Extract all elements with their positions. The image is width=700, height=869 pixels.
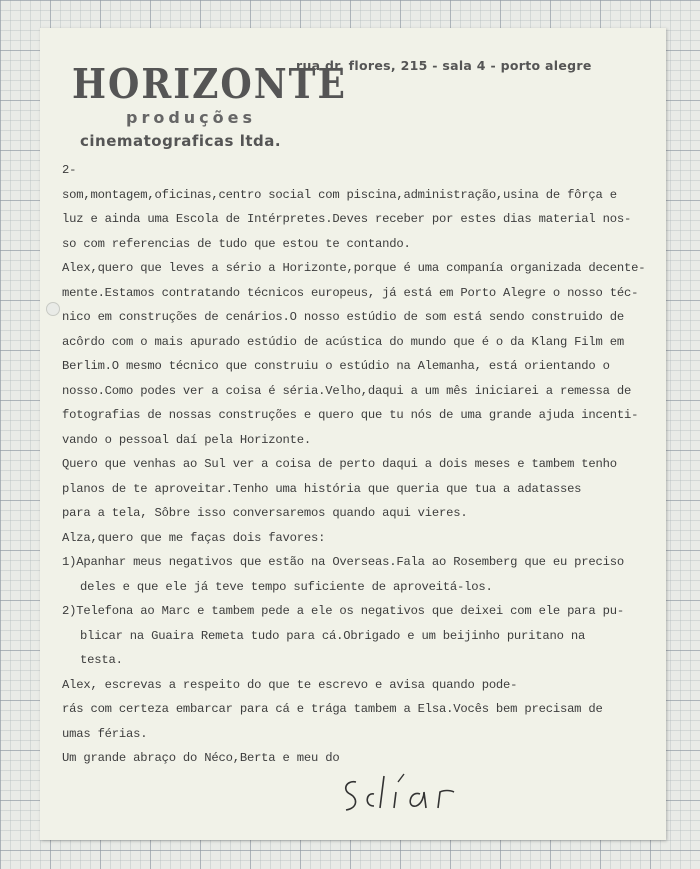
letter-line: nosso.Como podes ver a coisa é séria.Velho,daqui a um mês iniciarei a remessa de (62, 383, 632, 398)
letter-line: Alex,quero que leves a sério a Horizonte,porque é uma companía organizada decente- (62, 261, 646, 275)
letter-line: Berlim.O mesmo técnico que construiu o estúdio na Alemanha, está orientando o (62, 359, 610, 373)
letter-line: 2)Telefona ao Marc e tambem pede a ele os negativos que deixei com ele para pu- (62, 604, 624, 618)
letterhead-company-type: cinematograficas ltda. (80, 132, 282, 150)
letter-line: so com referencias de tudo que estou te contando. (62, 236, 411, 251)
letter-line: blicar na Guaira Remeta tudo para cá.Obrigado e um beijinho puritano na (80, 628, 586, 643)
letter-line: deles e que ele já teve tempo suficiente de aproveitá-los. (80, 579, 493, 594)
letter-line: rás com certeza embarcar para cá e trága tambem a Elsa.Vocês bem precisam de (62, 702, 603, 716)
letter-line: para a tela, Sôbre isso conversaremos quando aqui vieres. (62, 506, 468, 520)
letter-line: som,montagem,oficinas,centro social com piscina,administração,usina de fôrça e (62, 187, 617, 202)
letter-line: acôrdo com o mais apurado estúdio de acústica do mundo que é o da Klang Film em (62, 334, 624, 349)
letter-line: vando o pessoal daí pela Horizonte. (62, 432, 311, 447)
letter-line: umas férias. (62, 726, 148, 741)
letterhead-address: rua dr. flores, 215 - sala 4 - porto alegre (296, 58, 592, 73)
letter-line: Alex, escrevas a respeito do que te escrevo e avisa quando pode- (62, 677, 518, 692)
letter-line: nico em construções de cenários.O nosso estúdio de som está sendo construido de (62, 310, 624, 324)
signature (340, 770, 470, 820)
closing-line: Um grande abraço do Néco,Berta e meu do (62, 751, 340, 765)
letterhead-logo: HORIZONTE (72, 60, 347, 109)
letter-line: Quero que venhas ao Sul ver a coisa de perto daqui a dois meses e tambem tenho (62, 457, 617, 471)
letterhead-subtitle: produções (126, 108, 257, 127)
letter-body (62, 158, 662, 771)
letter-line: 1)Apanhar meus negativos que estão na Overseas.Fala ao Rosemberg que eu preciso (62, 555, 624, 569)
page-number: 2- (62, 163, 77, 177)
punch-hole (46, 302, 60, 316)
letter-line: luz e ainda uma Escola de Intérpretes.Deves receber por estes dias material nos- (62, 212, 632, 226)
letter-line: testa. (80, 653, 123, 667)
letter-line: mente.Estamos contratando técnicos europeus, já está em Porto Alegre o nosso téc- (62, 285, 639, 300)
letter-line: planos de te aproveitar.Tenho uma história que queria que tua a adatasses (62, 481, 582, 496)
letter-line: Alza,quero que me faças dois favores: (62, 530, 326, 545)
letter-line: fotografias de nossas construções e quero que tu nós de uma grande ajuda incenti- (62, 408, 639, 422)
